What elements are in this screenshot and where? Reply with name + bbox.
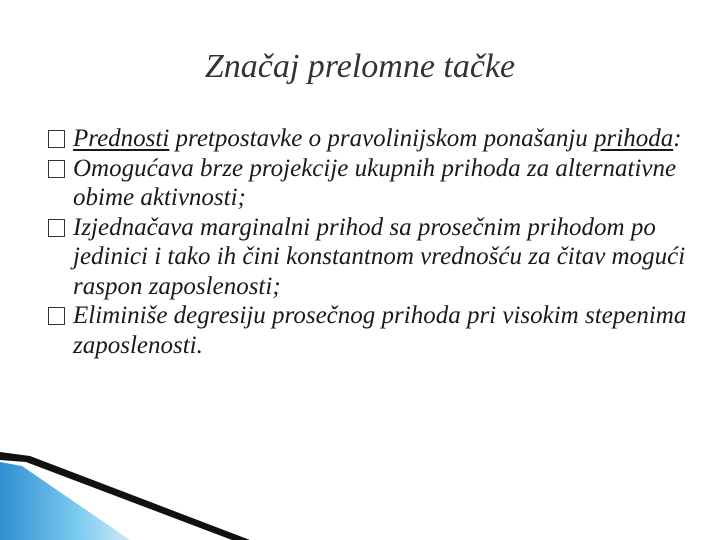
bullet-item xyxy=(48,301,688,360)
underlined-word: Prednosti xyxy=(73,125,170,152)
bullet-text: Izjednačava marginalni prihod sa prosečnim prihodom po jedinici i tako ih čini konstantnom vrednošću za čitav mogući raspon zaposlenosti; xyxy=(73,213,686,300)
title-text: Značaj prelomne tačke xyxy=(204,48,516,85)
bullet-text: pretpostavke o pravolinijskom ponašanju xyxy=(169,125,595,152)
bullet-text: Eliminiše degresiju prosečnog prihoda pri visokim stepenima zaposlenosti. xyxy=(73,302,687,359)
bullet-list xyxy=(48,124,688,360)
checkbox-bullet-icon xyxy=(48,307,65,325)
bullet-text: : xyxy=(673,125,682,152)
checkbox-bullet-icon xyxy=(48,160,65,178)
checkbox-bullet-icon xyxy=(48,219,65,237)
slide-title xyxy=(0,48,720,86)
bullet-text: Omogućava brze projekcije ukupnih prihoda za alternativne obime aktivnosti; xyxy=(73,154,677,211)
underlined-word: prihoda xyxy=(594,125,674,152)
bullet-item xyxy=(48,124,688,154)
bullet-item xyxy=(48,154,688,213)
checkbox-bullet-icon xyxy=(48,130,65,148)
bullet-item xyxy=(48,213,688,302)
